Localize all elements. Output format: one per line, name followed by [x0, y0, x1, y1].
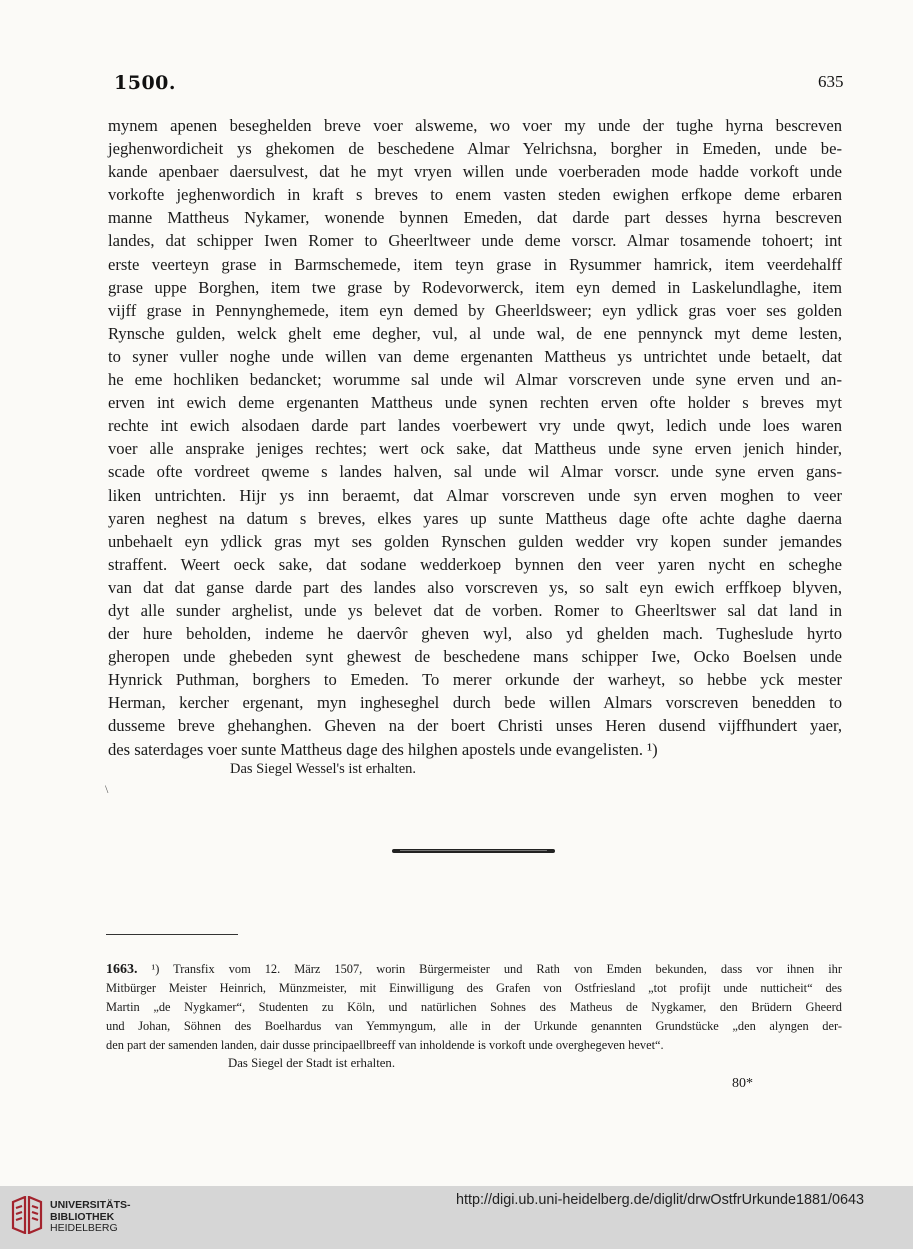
text-line: Rynsche gulden, welck ghelt eme degher, vul, al unde wal, de ene pennynck myt deme lesten,	[108, 323, 842, 343]
page-number: 635	[818, 72, 844, 91]
text-line: grase uppe Borghen, item twe grase by Rodevorwerck, item eyn demed in Laskelundlaghe, item	[108, 277, 842, 297]
footnote-line: und Johan, Söhnen des Boelhardus van Yemmyngum, alle in der Urkunde genannten Grundstücke „den alyngen der-	[106, 1019, 842, 1033]
library-name-line: BIBLIOTHEK	[50, 1210, 115, 1223]
library-name-line: UNIVERSITÄTS-	[50, 1199, 131, 1211]
footnote-line-text: ¹) Transfix vom 12. März 1507, worin Bürgermeister und Rath von Emden bekunden, dass vor ihnen ihr	[151, 962, 842, 976]
text-line: he eme hochliken bedancket; worumme sal unde wil Almar vorscreven unde syne erven und an-	[108, 370, 842, 390]
text-line: manne Mattheus Nykamer, wonende bynnen Emeden, dat darde part desses hyrna bescreven	[108, 208, 842, 228]
text-line: erste veerteyn grase in Barmschemede, item teyn grase in Rysummer hamrick, item veerdehalff	[108, 254, 842, 274]
text-line: gheropen unde ghebeden synt ghewest de beschedene mans schipper Iwe, Ocko Boelsen unde	[108, 647, 842, 667]
library-name	[50, 1200, 131, 1235]
text-line: dusseme breve ghehanghen. Gheven na der boert Christi unses Heren dusend vijffhundert yaer,	[108, 716, 842, 736]
text-line: der hure beholden, indeme he daervôr gheven wyl, also yd ghelden mach. Tugheslude hyrto	[108, 624, 842, 644]
text-line: landes, dat schipper Iwen Romer to Gheerltweer unde deme vorscr. Almar tosamende tohoert; int	[108, 231, 842, 251]
text-line: erven int ewich deme ergenanten Mattheus unde synen rechten erven ofte holder s breves myt	[108, 393, 842, 413]
text-line: van dat dat ganse darde part des landes also vorscreven ys, so salt eyn ewich erffkoep blyven,	[108, 577, 842, 597]
text-line: mynem apenen beseghelden breve voer alsweme, wo voer my unde der tughe hyrna bescreven	[108, 116, 842, 135]
charter-text	[108, 114, 842, 761]
footnote-line	[106, 960, 842, 979]
text-line: jeghenwordicheit ys ghekomen de beschedene Almar Yelrichsna, borgher in Emeden, unde be-	[108, 139, 842, 159]
text-line: to syner vuller noghe unde willen van deme ergenanten Mattheus ys untrichtet unde betaelt, dat	[108, 346, 842, 366]
text-line: rechte int ewich alsodaen darde part landes voerbewert vry unde qwyt, ledich unde loes waren	[108, 416, 842, 436]
page-year-heading: 1500.	[114, 72, 176, 94]
margin-mark: \	[105, 782, 109, 796]
text-line: kande apenbaer daersulvest, dat he myt vryen willen unde voerberaden mode hadde vorkoft unde	[108, 162, 842, 182]
text-line: liken untrichten. Hijr ys inn beraemt, dat Almar vorscreven unde syn erven moghen to veer	[108, 485, 842, 505]
footnote-line: Martin „de Nygkamer“, Studenten zu Köln, und natürlichen Sohnes des Matheus de Nygkamer, den Brüdern Gheerd	[106, 1000, 842, 1014]
text-line: Herman, kercher ergenant, myn ingheseghel durch bede willen Almars vorscreven benedden to	[108, 693, 842, 713]
section-divider	[392, 849, 555, 853]
text-line: dyt alle sunder arghelist, unde ys belevet dat de vorben. Romer to Gheerltswer sal dat land in	[108, 600, 842, 620]
text-line: yaren neghest na datum s breves, elkes yares up sunte Mattheus dage ofte achte daghe daerna	[108, 508, 842, 528]
permalink-url[interactable]: http://digi.ub.uni-heidelberg.de/diglit/drwOstfrUrkunde1881/0643	[456, 1192, 864, 1208]
sheet-signature: 80*	[732, 1076, 753, 1091]
footnote-line: Mitbürger Meister Heinrich, Münzmeister, mit Einwilligung des Grafen von Ostfriesland „tot profijt unde nutticheit“ des	[106, 981, 842, 995]
text-line: scade ofte vordreet qweme s landes halven, sal unde wil Almar vorscr. unde syne erven gans-	[108, 462, 842, 482]
seal-note: Das Siegel Wessel's ist erhalten.	[230, 761, 417, 777]
footnote-line: den part der samenden landen, dair dusse principaellbreeff van inholdende is vorkoft unde overghegeven hevet“.	[106, 1038, 664, 1052]
footnote-seal-note: Das Siegel der Stadt ist erhalten.	[228, 1056, 396, 1070]
text-line: unbehaelt eyn ydlick gras myt ses golden Rynschen gulden wedder vry kopen sunder jemandes	[108, 531, 842, 551]
library-name-line: HEIDELBERG	[50, 1222, 118, 1234]
university-library-logo-icon[interactable]	[10, 1196, 44, 1234]
footnote-rule	[106, 934, 238, 935]
text-line: vijff grase in Pennynghemede, item eyn demed by Gheerldsweer; eyn ydlick gras voer ses golden	[108, 300, 842, 320]
text-line: vorkofte jeghenwordich in kraft s breves to enem vasten steden ewighen erfkope deme erbaren	[108, 185, 842, 205]
text-line: des saterdages voer sunte Mattheus dage des hilghen apostels unde evangelisten. ¹)	[108, 739, 658, 759]
text-line: Hynrick Puthman, borghers to Emeden. To merer orkunde der warheyt, so hebbe yck mester	[108, 670, 842, 690]
footnote-block	[106, 960, 842, 1055]
text-line: straffent. Weert oeck sake, dat sodane wedderkoep bynnen den veer yaren nycht en scheghe	[108, 554, 842, 574]
document-number: 1663.	[106, 962, 138, 977]
text-line: voer alle ansprake jeniges rechtes; wert ock sake, dat Mattheus unde syne erven jenich hinder,	[108, 439, 842, 459]
